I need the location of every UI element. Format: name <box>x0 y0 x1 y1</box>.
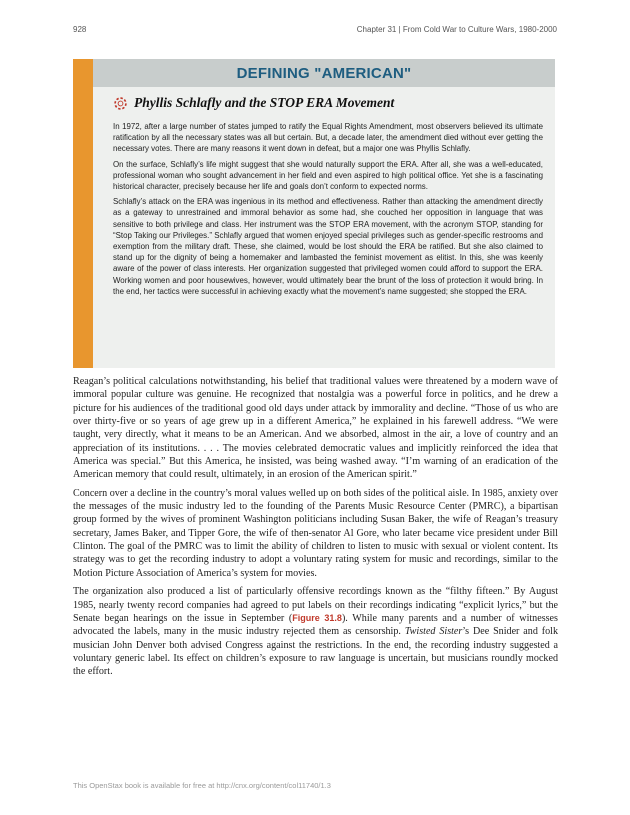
chapter-title: Chapter 31 | From Cold War to Culture Wars, 1980-2000 <box>356 25 557 34</box>
page-footer: This OpenStax book is available for free at http://cnx.org/content/col11740/1.3 <box>73 781 331 790</box>
paragraph-text: The organization also produced a list of particularly offensive recordings known as the “filthy fifteen.” By August 1985, nearly twenty record companies had agreed to put labels on their recordings indicating “explicit lyrics,” but the Senate began hearings on the issue in September ( <box>73 586 558 624</box>
feature-paragraph: On the surface, Schlafly’s life might suggest that she would naturally support the ERA. After all, she was a well-educated, professional woman who sought advancement in her field and even aspired to high political office. Yet she is a fascinating historical character, precisely because her life and goals don’t conform to expected norms. <box>113 159 543 192</box>
feature-label: DEFINING "AMERICAN" <box>236 65 412 82</box>
paragraph-text: ). While many parents and a number of witnesses advocated the labels, many in the music industry rejected them as censorship. <box>73 612 558 638</box>
paragraph-text: ’s Dee Snider and folk musician John Denver both advised Congress against the restrictions. In the end, the recording industry suggested a voluntary generic label. Its effect on children’s exposure to raw language is uncertain, but musicians roundly mocked the effort. <box>73 626 558 678</box>
feature-paragraph: In 1972, after a large number of states jumped to ratify the Equal Rights Amendment, most observers believed its ultimate ratification by all the necessary states was all but certain. But, a decade later, the amendment died without ever getting the necessary votes. There are many reasons it went down in defeat, but a major one was Phyllis Schlafly. <box>113 122 543 154</box>
feature-paragraph: Schlafly’s attack on the ERA was ingenious in its method and effectiveness. Rather than attacking the amendment directly as a gateway to unrestrained and immoral behavior as some had, she couched her opposition in language that was sensitive to both privilege and class. Her instrument was the STOP ERA movement, with the acronym STOP, standing for “Stop Taking our Privileges.” Schlafly argued that women enjoyed special privileges such as gender-specific restrooms and exemption from the military draft. These, she claimed, would be lost should the ERA be ratified. But she also claimed to stand up for the dignity of being a homemaker and lambasted the feminist movement as elitist. In this, she was keenly aware of the power of class interests. Her organization suggested that privileged women could afford to support the ERA. Working women and poor housewives, however, would ultimately bear the brunt of the loss of protection it would bring. In the end, her tactics were successful in achieving exactly what the movement’s name suggested; she stopped the ERA. <box>113 197 543 296</box>
feature-box <box>73 59 555 368</box>
page-header <box>73 25 557 37</box>
feature-label-band <box>93 59 555 87</box>
page-number: 928 <box>73 25 87 34</box>
feature-body <box>93 87 555 368</box>
compass-rose-icon <box>113 96 128 111</box>
main-text <box>73 375 558 684</box>
body-paragraph <box>73 585 558 678</box>
body-paragraph: Reagan’s political calculations notwithstanding, his belief that traditional values were threatened by a modern wave of immoral popular culture was genuine. He recognized that nostalgia was a powerful force in politics, and he drew a picture for his audiences of the traditional good old days under attack by immorality and decline. “Those of us who are over thirty-five or so years of age grew up in a different America,” he explained in his farewell address. “We were taught, very directly, what it means to be an American. And we absorbed, almost in the air, a love of country and an appreciation of its institutions. . . . The movies celebrated democratic values and implicitly reinforced the idea that America was special.” But this America, he insisted, was being washed away. “I’m warning of an eradication of the American memory that could result, ultimately, in an erosion of the American spirit.” <box>73 376 558 481</box>
feature-title-row <box>113 93 543 113</box>
band-name: Twisted Sister <box>404 626 463 638</box>
feature-accent-stripe <box>73 59 93 368</box>
body-paragraph: Concern over a decline in the country’s moral values welled up on both sides of the political aisle. In 1985, anxiety over the messages of the music industry led to the founding of the Parents Music Resource Center (PMRC), a bipartisan group formed by the wives of prominent Washington politicians including Susan Baker, the wife of Reagan’s treasury secretary, James Baker, and Tipper Gore, the wife of then-senator Al Gore, who later became vice president under Bill Clinton. The goal of the PMRC was to limit the ability of children to listen to music with sexual or violent content. Its strategy was to get the recording industry to adopt a voluntary rating system for music and recordings, similar to the Motion Picture Association of America’s system for movies. <box>73 487 558 579</box>
feature-title: Phyllis Schlafly and the STOP ERA Movement <box>134 95 395 110</box>
figure-link[interactable]: Figure 31.8 <box>292 612 342 623</box>
